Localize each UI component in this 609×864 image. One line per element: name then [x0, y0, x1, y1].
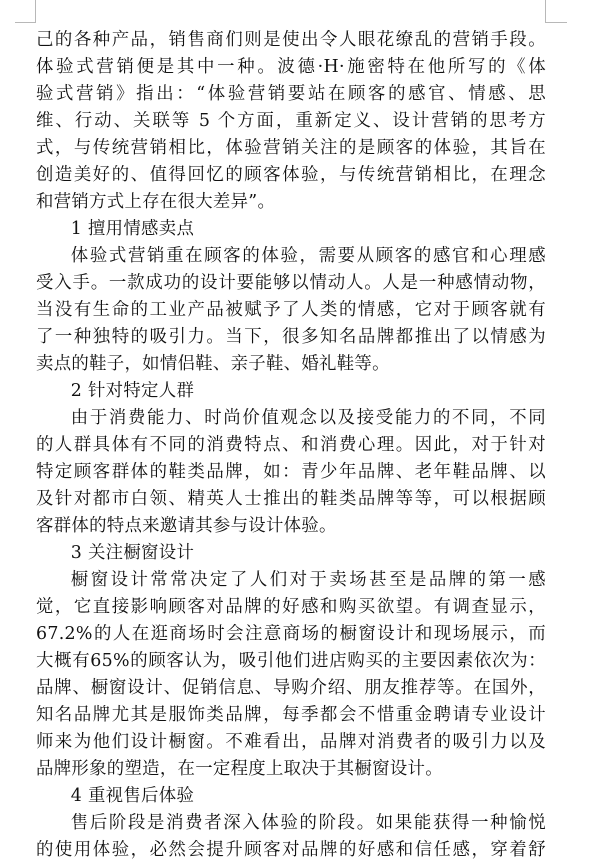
paragraph-line: 师来为他们设计橱窗。不难看出，品牌对消费者的吸引力以及	[36, 732, 546, 752]
paragraph-line: 体验式营销便是其中一种。波德·H·施密特在他所写的《体	[36, 57, 546, 77]
paragraph-line: 品牌、橱窗设计、促销信息、导购介绍、朋友推荐等。在国外，	[36, 678, 546, 698]
paragraph-line: 己的各种产品，销售商们则是使出令人眼花缭乱的营销手段。	[36, 30, 546, 50]
paragraph-line: 卖点的鞋子，如情侣鞋、亲子鞋、婚礼鞋等。	[36, 354, 390, 374]
paragraph-line: 式，与传统营销相比，体验营销关注的是顾客的体验，其旨在	[36, 138, 546, 158]
paragraph-line: 当没有生命的工业产品被赋予了人类的情感，它对于顾客就有	[36, 300, 546, 320]
paragraph-line: 品牌形象的塑造，在一定程度上取决于其橱窗设计。	[36, 759, 443, 779]
paragraph-line: 由于消费能力、时尚价值观念以及接受能力的不同，不同	[70, 408, 546, 428]
section-heading: 4 重视售后体验	[70, 786, 195, 806]
paragraph-line: 了一种独特的吸引力。当下，很多知名品牌都推出了以情感为	[36, 327, 546, 347]
paragraph-line: 觉，它直接影响顾客对品牌的好感和购买欲望。有调查显示，	[36, 597, 546, 617]
section-heading: 1 擅用情感卖点	[70, 219, 195, 239]
paragraph-line: 大概有65%的顾客认为，吸引他们进店购买的主要因素依次为：	[36, 651, 546, 671]
paragraph-line: 和营销方式上存在很大差异”。	[36, 192, 276, 212]
paragraph-line: 客群体的特点来邀请其参与设计体验。	[36, 516, 337, 536]
crop-mark-top-right-vertical	[545, 0, 546, 22]
paragraph-line: 的使用体验，必然会提升顾客对品牌的好感和信任感，穿着舒	[36, 840, 546, 860]
crop-mark-top-left-horizontal	[15, 22, 36, 23]
paragraph-line: 特定顾客群体的鞋类品牌，如：青少年品牌、老年鞋品牌、以	[36, 462, 546, 482]
paragraph-line: 及针对都市白领、精英人士推出的鞋类品牌等等，可以根据顾	[36, 489, 546, 509]
crop-mark-top-right-horizontal	[545, 22, 567, 23]
section-heading: 3 关注橱窗设计	[70, 543, 195, 563]
paragraph-line: 体验式营销重在顾客的体验，需要从顾客的感官和心理感	[70, 246, 546, 266]
paragraph-line: 知名品牌尤其是服饰类品牌，每季都会不惜重金聘请专业设计	[36, 705, 546, 725]
paragraph-line: 售后阶段是消费者深入体验的阶段。如果能获得一种愉悦	[70, 813, 546, 833]
paragraph-line: 的人群具体有不同的消费特点、和消费心理。因此，对于针对	[36, 435, 546, 455]
crop-mark-top-left-vertical	[35, 0, 36, 22]
paragraph-line: 验式营销》指出：“体验营销要站在顾客的感官、情感、思	[36, 84, 546, 104]
paragraph-line: 创造美好的、值得回忆的顾客体验，与传统营销相比，在理念	[36, 165, 546, 185]
section-heading: 2 针对特定人群	[70, 381, 195, 401]
paragraph-line: 67.2%的人在逛商场时会注意商场的橱窗设计和现场展示，而	[36, 624, 546, 644]
paragraph-line: 橱窗设计常常决定了人们对于卖场甚至是品牌的第一感	[70, 570, 546, 590]
document-body	[36, 27, 546, 864]
paragraph-line: 受入手。一款成功的设计要能够以情动人。人是一种感情动物，	[36, 273, 546, 293]
paragraph-line: 维、行动、关联等 5 个方面，重新定义、设计营销的思考方	[36, 111, 546, 131]
